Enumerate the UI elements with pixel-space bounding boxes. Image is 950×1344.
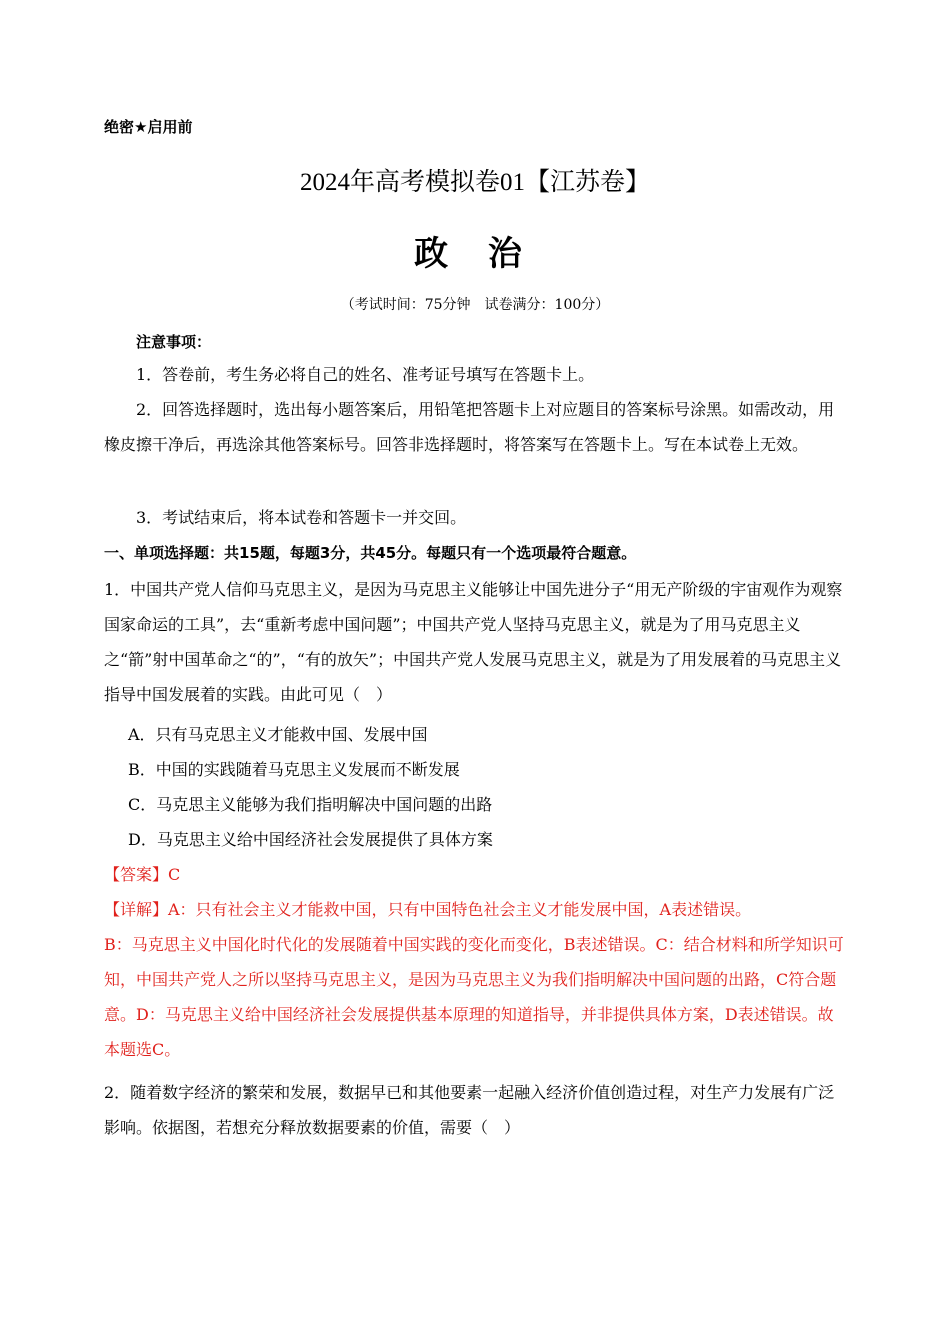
exam-info: （考试时间：75分钟 试卷满分：100分） — [340, 297, 610, 313]
notice-item-3: 3．考试结束后，将本试卷和答题卡一并交回。 — [136, 508, 467, 527]
question-1-answer: 【答案】C — [104, 865, 181, 884]
question-1-option-a: A．只有马克思主义才能救中国、发展中国 — [128, 725, 428, 744]
question-1-explanation: B：马克思主义中国化时代化的发展随着中国实践的变化而变化，B表述错误。C：结合材料和所学知识可知，中国共产党人之所以坚持马克思主义，是因为马克思主义为我们指明解决中国问题的出路，C符合题意。D：马克思主义给中国经济社会发展提供基本原理的知道指导，并非提供具体方案，D表述错误。故本题选C。 — [104, 935, 844, 1059]
question-1-option-b: B．中国的实践随着马克思主义发展而不断发展 — [128, 760, 460, 779]
section-heading: 一、单项选择题：共15题，每题3分，共45分。每题只有一个选项最符合题意。 — [104, 544, 637, 562]
question-1-option-c: C．马克思主义能够为我们指明解决中国问题的出路 — [128, 795, 493, 814]
notice-title: 注意事项： — [136, 333, 212, 351]
question-1-explanation-line1: 【详解】A：只有社会主义才能救中国，只有中国特色社会主义才能发展中国，A表述错误。 — [104, 900, 752, 919]
notice-item-1: 1．答卷前，考生务必将自己的姓名、准考证号填写在答题卡上。 — [136, 365, 595, 384]
subject-title: 政 治 — [414, 234, 536, 274]
question-2-stem: 2．随着数字经济的繁荣和发展，数据早已和其他要素一起融入经济价值创造过程，对生产力发展有广泛影响。依据图，若想充分释放数据要素的价值，需要（ ） — [104, 1083, 835, 1137]
notice-item-2: 2．回答选择题时，选出每小题答案后，用铅笔把答题卡上对应题目的答案标号涂黑。如需改动，用橡皮擦干净后，再选涂其他答案标号。回答非选择题时，将答案写在答题卡上。写在本试卷上无效。 — [104, 400, 835, 454]
exam-title: 2024年高考模拟卷01【江苏卷】 — [299, 169, 650, 196]
question-1-option-d: D．马克思主义给中国经济社会发展提供了具体方案 — [128, 830, 493, 849]
question-1-stem: 1．中国共产党人信仰马克思主义，是因为马克思主义能够让中国先进分子“用无产阶级的宇宙观作为观察国家命运的工具”，去“重新考虑中国问题”；中国共产党人坚持马克思主义，就是为了用马克思主义之“箭”射中国革命之“的”，“有的放矢”；中国共产党人发展马克思主义，就是为了用发展着的马克思主义指导中国发展着的实践。由此可见（ ） — [104, 580, 843, 704]
confidential-label: 绝密★启用前 — [104, 118, 193, 136]
